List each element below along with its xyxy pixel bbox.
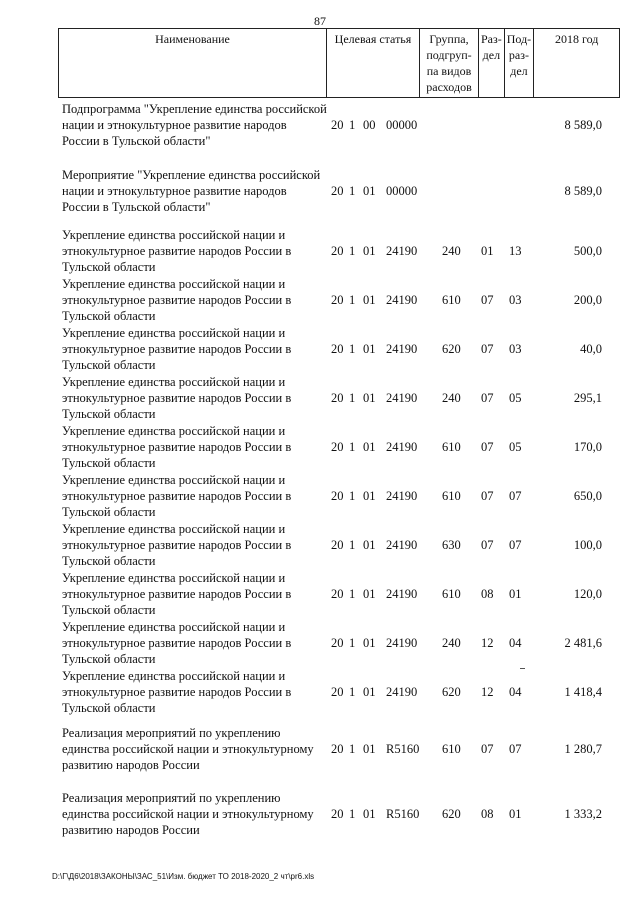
target-article-program: 20 xyxy=(331,807,344,821)
expense-group: 240 xyxy=(442,391,461,405)
amount-2018: 1 418,4 xyxy=(564,685,602,699)
amount-2018: 200,0 xyxy=(573,293,602,307)
amount-2018: 650,0 xyxy=(573,489,602,503)
target-article-type: 1 xyxy=(349,293,356,307)
row-name: Укрепление единства российской нации и этнокультурное развитие народов России в Тульской области xyxy=(62,326,292,372)
header-podrazdel: Под-раз-дел xyxy=(504,29,533,98)
header-name: Наименование xyxy=(59,29,327,98)
target-article-main: 01 xyxy=(363,244,376,258)
expense-group: 620 xyxy=(442,685,461,699)
amount-2018: 1 333,2 xyxy=(564,807,602,821)
razdel-code: 01 xyxy=(481,244,494,258)
target-article-type: 1 xyxy=(349,440,356,454)
target-article-main: 01 xyxy=(363,489,376,503)
target-article-program: 20 xyxy=(331,184,344,198)
target-article-main: 01 xyxy=(363,342,376,356)
target-article-direction: 24190 xyxy=(386,538,418,552)
expense-group: 240 xyxy=(442,244,461,258)
target-article-direction: 24190 xyxy=(386,685,418,699)
target-article-direction: 00000 xyxy=(386,184,418,198)
target-article-type: 1 xyxy=(349,489,356,503)
amount-2018: 120,0 xyxy=(573,587,602,601)
target-article-program: 20 xyxy=(331,538,344,552)
expense-group: 610 xyxy=(442,293,461,307)
target-article-direction: R5160 xyxy=(386,807,420,821)
target-article-main: 00 xyxy=(363,118,376,132)
podrazdel-code: 07 xyxy=(509,538,522,552)
target-article-main: 01 xyxy=(363,391,376,405)
header-group: Группа, подгруп-па видов расходов xyxy=(420,29,479,98)
target-article-main: 01 xyxy=(363,440,376,454)
row-name: Укрепление единства российской нации и этнокультурное развитие народов России в Тульской области xyxy=(62,669,292,715)
target-article-direction: 24190 xyxy=(386,293,418,307)
amount-2018: 1 280,7 xyxy=(564,742,602,756)
amount-2018: 500,0 xyxy=(573,244,602,258)
target-article-main: 01 xyxy=(363,685,376,699)
razdel-code: 07 xyxy=(481,342,494,356)
target-article-direction: 24190 xyxy=(386,489,418,503)
amount-2018: 2 481,6 xyxy=(564,636,602,650)
target-article-type: 1 xyxy=(349,807,356,821)
row-name: Укрепление единства российской нации и этнокультурное развитие народов России в Тульской области xyxy=(62,277,292,323)
target-article-type: 1 xyxy=(349,587,356,601)
target-article-direction: 24190 xyxy=(386,342,418,356)
row-name: Реализация мероприятий по укреплению единства российской нации и этнокультурному развитию народов России xyxy=(62,726,314,772)
razdel-code: 07 xyxy=(481,293,494,307)
target-article-type: 1 xyxy=(349,118,356,132)
header-razdel: Раз-дел xyxy=(479,29,505,98)
target-article-program: 20 xyxy=(331,440,344,454)
target-article-type: 1 xyxy=(349,538,356,552)
amount-2018: 100,0 xyxy=(573,538,602,552)
amount-2018: 295,1 xyxy=(573,391,602,405)
row-name: Укрепление единства российской нации и этнокультурное развитие народов России в Тульской области xyxy=(62,620,292,666)
target-article-direction: 24190 xyxy=(386,244,418,258)
target-article-direction: 24190 xyxy=(386,636,418,650)
target-article-direction: 24190 xyxy=(386,587,418,601)
razdel-code: 12 xyxy=(481,636,494,650)
target-article-direction: R5160 xyxy=(386,742,420,756)
razdel-code: 07 xyxy=(481,538,494,552)
podrazdel-code: 03 xyxy=(509,342,522,356)
razdel-code: 07 xyxy=(481,489,494,503)
target-article-program: 20 xyxy=(331,118,344,132)
target-article-direction: 24190 xyxy=(386,440,418,454)
target-article-main: 01 xyxy=(363,587,376,601)
target-article-type: 1 xyxy=(349,685,356,699)
target-article-main: 01 xyxy=(363,538,376,552)
row-name: Укрепление единства российской нации и этнокультурное развитие народов России в Тульской области xyxy=(62,228,292,274)
razdel-code: 08 xyxy=(481,807,494,821)
podrazdel-code: 04 xyxy=(509,636,522,650)
podrazdel-code: 05 xyxy=(509,440,522,454)
amount-2018: 8 589,0 xyxy=(564,118,602,132)
page-number: 87 xyxy=(314,14,326,28)
target-article-type: 1 xyxy=(349,342,356,356)
podrazdel-code: 04 xyxy=(509,685,522,699)
razdel-code: 08 xyxy=(481,587,494,601)
amount-2018: 8 589,0 xyxy=(564,184,602,198)
row-name: Укрепление единства российской нации и этнокультурное развитие народов России в Тульской области xyxy=(62,522,292,568)
razdel-code: 07 xyxy=(481,391,494,405)
target-article-main: 01 xyxy=(363,742,376,756)
razdel-code: 07 xyxy=(481,440,494,454)
row-name: Укрепление единства российской нации и этнокультурное развитие народов России в Тульской области xyxy=(62,375,292,421)
podrazdel-code: 01 xyxy=(509,587,522,601)
expense-group: 620 xyxy=(442,807,461,821)
target-article-program: 20 xyxy=(331,636,344,650)
podrazdel-code: 05 xyxy=(509,391,522,405)
target-article-type: 1 xyxy=(349,636,356,650)
target-article-main: 01 xyxy=(363,636,376,650)
row-name: Подпрограмма "Укрепление единства российской нации и этнокультурное развитие народов России в Тульской области" xyxy=(62,102,327,148)
target-article-direction: 00000 xyxy=(386,118,418,132)
podrazdel-code: 03 xyxy=(509,293,522,307)
target-article-main: 01 xyxy=(363,184,376,198)
row-name: Укрепление единства российской нации и этнокультурное развитие народов России в Тульской области xyxy=(62,473,292,519)
target-article-program: 20 xyxy=(331,391,344,405)
target-article-program: 20 xyxy=(331,685,344,699)
expense-group: 240 xyxy=(442,636,461,650)
podrazdel-code: 13 xyxy=(509,244,522,258)
scan-mark xyxy=(520,668,525,669)
expense-group: 620 xyxy=(442,342,461,356)
expense-group: 610 xyxy=(442,440,461,454)
podrazdel-code: 07 xyxy=(509,742,522,756)
expense-group: 610 xyxy=(442,587,461,601)
podrazdel-code: 01 xyxy=(509,807,522,821)
row-name: Мероприятие "Укрепление единства российской нации и этнокультурное развитие народов России в Тульской области" xyxy=(62,168,321,214)
row-name: Укрепление единства российской нации и этнокультурное развитие народов России в Тульской области xyxy=(62,571,292,617)
expense-group: 630 xyxy=(442,538,461,552)
target-article-direction: 24190 xyxy=(386,391,418,405)
target-article-type: 1 xyxy=(349,391,356,405)
header-year: 2018 год xyxy=(534,29,620,98)
target-article-type: 1 xyxy=(349,184,356,198)
amount-2018: 40,0 xyxy=(580,342,602,356)
target-article-main: 01 xyxy=(363,293,376,307)
target-article-main: 01 xyxy=(363,807,376,821)
razdel-code: 07 xyxy=(481,742,494,756)
expense-group: 610 xyxy=(442,742,461,756)
row-name: Укрепление единства российской нации и этнокультурное развитие народов России в Тульской области xyxy=(62,424,292,470)
target-article-program: 20 xyxy=(331,587,344,601)
expense-group: 610 xyxy=(442,489,461,503)
target-article-program: 20 xyxy=(331,489,344,503)
podrazdel-code: 07 xyxy=(509,489,522,503)
target-article-program: 20 xyxy=(331,244,344,258)
target-article-type: 1 xyxy=(349,742,356,756)
target-article-program: 20 xyxy=(331,293,344,307)
header-target-article: Целевая статья xyxy=(327,29,420,98)
razdel-code: 12 xyxy=(481,685,494,699)
target-article-type: 1 xyxy=(349,244,356,258)
row-name: Реализация мероприятий по укреплению единства российской нации и этнокультурному развитию народов России xyxy=(62,791,314,837)
amount-2018: 170,0 xyxy=(573,440,602,454)
table-header xyxy=(58,28,620,98)
target-article-program: 20 xyxy=(331,342,344,356)
footer-file-path: D:\Г\Д6\2018\ЗАКОНЫ\ЗАС_51\Изм. бюджет ТО 2018-2020_2 чт\pr6.xls xyxy=(52,872,315,881)
target-article-program: 20 xyxy=(331,742,344,756)
